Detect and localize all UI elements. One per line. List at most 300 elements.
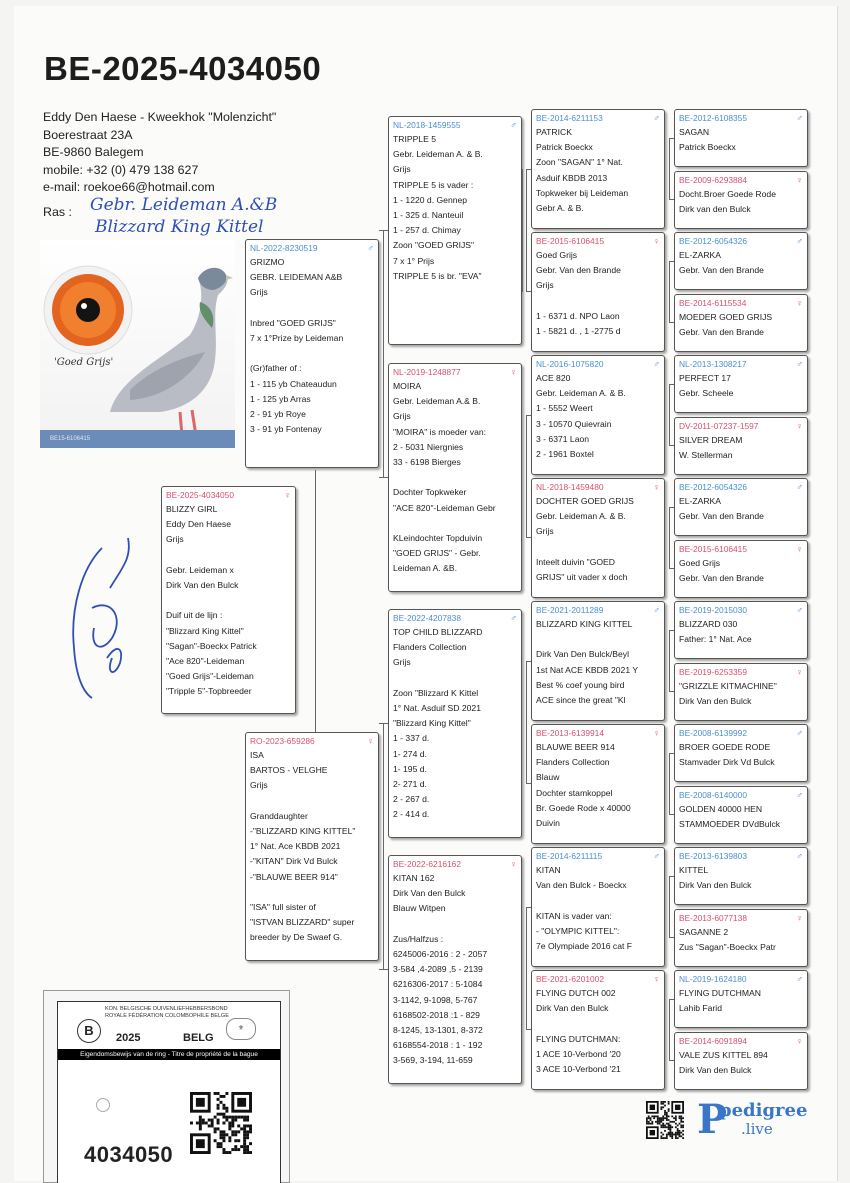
pigeon-info-line: Gebr. Van den Brande [679, 511, 764, 522]
pigeon-info-line: 3 ACE 10-Verbond '21 [536, 1064, 621, 1074]
ring-id: BE-2015-6106415 [679, 544, 747, 554]
pigeon-info-line: 1 ACE 10-Verbond '20 [536, 1048, 621, 1059]
ring-id: BE-2014-6211153 [536, 113, 603, 123]
connector [296, 472, 316, 732]
pigeon-name: Goed Grijs [679, 558, 721, 568]
pigeon-name: ACE 820 [536, 373, 571, 383]
pigeon-info-line: (Gr)father of : [250, 363, 302, 374]
pigeon-info-line: Zus "Sagan"-Boeckx Patr [679, 942, 776, 953]
pigeon-info-line: FLYING DUTCHMAN: [536, 1033, 621, 1044]
g9-card[interactable] [674, 601, 808, 659]
pigeon-info-line: Inteelt duivin "GOED [536, 556, 615, 567]
pigeon-info-line: Blauw [536, 772, 560, 783]
brand-name: pedigree [719, 1100, 808, 1121]
pigeon-name: MOEDER GOED GRIJS [679, 312, 773, 322]
male-symbol-icon: ♂ [796, 851, 803, 861]
owner-city: BE-9860 Balegem [43, 145, 144, 159]
ring-number [536, 112, 660, 124]
pigeon-info-line: KITAN is vader van: [536, 910, 612, 921]
owner-block [43, 109, 276, 197]
connector [669, 999, 674, 1061]
pigeon-name: BLAUWE BEER 914 [536, 742, 615, 752]
pigeon-info-line: 1 - 115 yb Chateaudun [250, 378, 337, 389]
pigeon-info-line: 3 - 6371 Laon [536, 433, 590, 444]
pigeon-info-line: "MOIRA" is moeder van: [393, 426, 487, 437]
g8-card[interactable] [674, 540, 808, 598]
pigeon-info-line: 3-569, 3-194, 11-659 [393, 1055, 473, 1066]
pigeon-info-line: 1 - 5552 Weert [536, 403, 593, 414]
pigeon-info-line: 1 - 6371 d. NPO Laon [536, 310, 620, 321]
connector [526, 907, 531, 1030]
pigeon-info-line: Van den Bulck - Boeckx [536, 880, 627, 891]
pigeon-info-line [393, 470, 517, 485]
pigeon-info-line: 3-584 ,4-2089 ,5 - 2139 [393, 964, 483, 975]
pigeon-info-line: Patrick Boeckx [536, 142, 593, 153]
ring-number [250, 242, 374, 254]
female-symbol-icon: ♀ [284, 490, 291, 500]
g15-card[interactable] [674, 970, 808, 1028]
ring-number [679, 235, 803, 247]
pigeon-info-line: 2 - 1961 Boxtel [536, 449, 594, 460]
ring-id: BE-2013-6139803 [679, 851, 747, 861]
g7-card[interactable] [674, 478, 808, 536]
pigeon-info-line: Flanders Collection [536, 757, 610, 768]
connector [315, 470, 316, 732]
pigeon-name: BROER GOEDE RODE [679, 742, 771, 752]
connector [669, 384, 674, 446]
ring-id: NL-2019-1248877 [393, 367, 461, 377]
ring-number [679, 666, 803, 678]
card-property-text: Eigendomsbewijs van de ring - Titre de propriété de la bague [58, 1049, 280, 1060]
pigeon-info-line: Eddy Den Haese [166, 519, 231, 530]
male-symbol-icon: ♂ [796, 113, 803, 123]
ring-number [679, 174, 803, 186]
ring-number [679, 481, 803, 493]
pigeon-info-line: "GOED GRIJS" - Gebr. [393, 548, 481, 559]
g10-card[interactable] [674, 663, 808, 721]
ring-number [536, 850, 660, 862]
photo-caption: 'Goed Grijs' [54, 357, 114, 368]
pigeon-info-line: 1 - 337 d. [393, 733, 430, 744]
pigeon-name: GOLDEN 40000 HEN [679, 804, 763, 814]
crest-icon: ⚜ [226, 1018, 256, 1040]
male-symbol-icon: ♂ [653, 113, 660, 123]
ring-id: BE-2021-6201002 [536, 974, 604, 984]
ring-number [250, 735, 374, 747]
connector [522, 169, 523, 292]
connector [383, 723, 384, 970]
ras-label: Ras : [43, 205, 72, 219]
sire-sire-card[interactable] [388, 116, 522, 345]
pigeon-illustration [40, 240, 235, 448]
pigeon-info-line: Grijs [250, 780, 268, 791]
pigeon-info-line [166, 548, 291, 563]
pigeon-info-line: Flanders Collection [393, 642, 467, 653]
male-symbol-icon: ♂ [796, 605, 803, 615]
pigeon-name: PERFECT 17 [679, 373, 731, 383]
pigeon-info-line: Gebr. Van den Brande [536, 265, 621, 276]
g2-card[interactable] [674, 171, 808, 229]
pigeon-info-line: Dirk Van den Bulck [679, 696, 752, 707]
g6-card[interactable] [674, 417, 808, 475]
dam-card[interactable] [245, 732, 379, 961]
g1-card[interactable] [674, 109, 808, 167]
pigeon-info-line: -"BLAUWE BEER 914" [250, 871, 338, 882]
pigeon-name: EL-ZARKA [679, 496, 722, 506]
photo-strip: BE15-6106415 [40, 430, 235, 448]
pigeon-info-line: Blauw Witpen [393, 903, 446, 914]
pigeon-info-line: Grijs [393, 411, 411, 422]
ring-id: BE-2012-6054326 [679, 482, 747, 492]
pigeon-name: SAGANNE 2 [679, 927, 729, 937]
g13-card[interactable] [674, 847, 808, 905]
owner-name: Eddy Den Haese - Kweekhok "Molenzicht" [43, 110, 277, 124]
female-symbol-icon: ♀ [796, 667, 803, 677]
ras-hand-line2: Blizzard King Kittel [95, 217, 264, 237]
ring-id: BE-2009-6293884 [679, 175, 747, 185]
ring-number [679, 358, 803, 370]
pigeon-info-line: Best % coef young bird [536, 679, 625, 690]
pigeon-info-line [536, 540, 660, 555]
ring-number [536, 358, 660, 370]
owner-email: e-mail: roekoe66@hotmail.com [43, 180, 215, 194]
pigeon-info-line: 2 - 91 yb Roye [250, 409, 306, 419]
pigeon-info-line: Gebr. Van den Brande [679, 327, 764, 338]
g11-card[interactable] [674, 724, 808, 782]
pigeon-name: KITAN 162 [393, 873, 435, 883]
pigeon-info-line: "ACE 820"-Leideman Gebr [393, 502, 496, 513]
g14-card[interactable] [674, 909, 808, 967]
pigeon-info-line: GEBR. LEIDEMAN A&B [250, 272, 343, 283]
pigeon-info-line: 6216306-2017 : 5-1084 [393, 979, 483, 990]
connector [669, 138, 674, 200]
female-symbol-icon: ♀ [653, 974, 660, 984]
ring-id: NL-2013-1308217 [679, 359, 747, 369]
connector [526, 661, 531, 784]
ring-certificate [43, 990, 290, 1183]
ring-id: NL-2022-8230519 [250, 243, 318, 253]
pigeon-name: SAGAN [679, 127, 710, 137]
card-hole [96, 1098, 110, 1112]
ring-id: BE-2022-4207838 [393, 613, 461, 623]
pigeon-info-line: "Goed Grijs"-Leideman [166, 671, 254, 682]
ring-number [679, 604, 803, 616]
pigeon-info-line: "ISTVAN BLIZZARD" super [250, 917, 355, 928]
pigeon-name: Docht.Broer Goede Rode [679, 189, 776, 199]
ring-id: NL-2016-1075820 [536, 359, 604, 369]
pigeon-info-line: BARTOS - VELGHE [250, 765, 328, 776]
ring-id: BE-2013-6077138 [679, 913, 747, 923]
male-symbol-icon: ♂ [653, 851, 660, 861]
ring-id: BE-2008-6139992 [679, 728, 747, 738]
pigeon-info-line: 3 - 10570 Quievrain [536, 418, 612, 429]
ras-hand-line1: Gebr. Leideman A.&B [90, 195, 278, 215]
female-symbol-icon: ♀ [510, 859, 517, 869]
ssd-card[interactable] [531, 232, 665, 352]
ring-id: BE-2008-6140000 [679, 790, 747, 800]
pigeon-name: ISA [250, 750, 264, 760]
pigeon-name: DOCHTER GOED GRIJS [536, 496, 634, 506]
male-symbol-icon: ♂ [796, 359, 803, 369]
female-symbol-icon: ♀ [653, 236, 660, 246]
dam-sire-card[interactable] [388, 609, 522, 838]
female-symbol-icon: ♀ [796, 913, 803, 923]
male-symbol-icon: ♂ [796, 974, 803, 984]
female-symbol-icon: ♀ [796, 298, 803, 308]
brand-letter: P [697, 1096, 728, 1143]
pigeon-name: BLIZZARD KING KITTEL [536, 619, 633, 629]
pigeon-name: BLIZZY GIRL [166, 504, 218, 514]
pigeon-info-line: Gebr. Leideman A.& B. [393, 396, 481, 407]
signature [62, 528, 142, 708]
male-symbol-icon: ♂ [653, 359, 660, 369]
pigeon-info-line: 1 - 1220 d. Gennep [393, 194, 468, 205]
ring-number [536, 727, 660, 739]
ring-id: BE-2014-6115534 [679, 298, 747, 308]
ring-id: RO-2023-659286 [250, 736, 315, 746]
connector [526, 415, 531, 538]
pigeon-info-line: GRIJS" uit vader x doch [536, 572, 628, 582]
ring-id: BE-2013-6139914 [536, 728, 604, 738]
pigeon-info-line: Dochter stamkoppel [536, 787, 613, 798]
pigeon-name: EL-ZARKA [679, 250, 722, 260]
ring-number [679, 912, 803, 924]
kbdb-logo: B [77, 1019, 101, 1043]
male-symbol-icon: ♂ [653, 605, 660, 615]
ring-number [393, 612, 517, 624]
subject-card[interactable] [161, 486, 296, 714]
pigeon-name: KITTEL [679, 865, 709, 875]
pigeon-info-line: Inbred "GOED GRIJS" [250, 317, 336, 328]
pigeon-info-line: 33 - 6198 Bierges [393, 457, 461, 468]
pigeon-info-line: Gebr. Van den Brande [679, 573, 764, 584]
pigeon-info-line: TRIPPLE 5 is br. "EVA" [393, 270, 482, 281]
page-title: BE-2025-4034050 [44, 50, 322, 87]
ring-id: BE-2022-6216162 [393, 859, 461, 869]
pigeon-info-line [250, 885, 374, 900]
pigeon-info-line: 1- 274 d. [393, 748, 427, 759]
connector [526, 169, 531, 292]
pigeon-info-line: ACE since the great "Kl [536, 695, 626, 705]
pigeon-name: Goed Grijs [536, 250, 578, 260]
pigeon-info-line [166, 593, 291, 608]
g4-card[interactable] [674, 294, 808, 352]
pigeon-info-line [536, 1016, 660, 1031]
pigeon-info-line: "Tripple 5"-Topbreeder [166, 686, 252, 697]
ring-number [679, 973, 803, 985]
female-symbol-icon: ♀ [796, 1036, 803, 1046]
pigeon-info-line: Zoon "GOED GRIJS" [393, 240, 475, 251]
federation-name: KON. BELGISCHE DUIVENLIEFHEBBERSBOND ROYALE FÉDÉRATION COLOMBOPHILE BELGE [105, 1006, 229, 1019]
pigeon-info-line [536, 632, 660, 647]
female-symbol-icon: ♀ [510, 367, 517, 377]
ring-id: BE-2014-6211115 [536, 851, 603, 861]
female-symbol-icon: ♀ [653, 482, 660, 492]
ras-handwriting [90, 194, 277, 238]
pigeon-info-line: W. Stellerman [679, 450, 733, 461]
ring-number [679, 543, 803, 555]
pigeon-name: GRIZMO [250, 257, 285, 267]
pigeon-info-line: breeder by De Swaef G. [250, 932, 343, 943]
pigeon-info-line: Dirk Van Den Bulck/Beyl [536, 649, 629, 660]
pigeon-name: "GRIZZLE KITMACHINE" [679, 681, 777, 691]
pigeon-name: TOP CHILD BLIZZARD [393, 627, 483, 637]
pigeon-info-line: TRIPPLE 5 is vader : [393, 179, 474, 190]
g3-card[interactable] [674, 232, 808, 290]
pigeon-info-line: 1° Nat. Ace KBDB 2021 [250, 841, 341, 852]
pigeon-name: KITAN [536, 865, 561, 875]
pigeon-name: FLYING DUTCHMAN [679, 988, 761, 998]
connector [669, 753, 674, 815]
pigeon-info-line: Topkweker bij Leideman [536, 187, 629, 198]
pigeon-info-line: Gebr. Leideman x [166, 564, 234, 575]
pigeon-name: MOIRA [393, 381, 422, 391]
pigeon-info-line: KLeindochter Topduivin [393, 533, 483, 543]
ring-number [166, 489, 291, 501]
g5-card[interactable] [674, 355, 808, 413]
pigeon-info-line: 3 - 91 yb Fontenay [250, 424, 322, 435]
ring-number [536, 604, 660, 616]
pigeon-info-line: STAMMOEDER DVdBulck [679, 819, 781, 830]
ring-number [679, 420, 803, 432]
pigeon-name: TRIPPLE 5 [393, 134, 436, 144]
ring-id: DV-2011-07237-1597 [679, 421, 759, 431]
qr-code-icon [190, 1092, 252, 1154]
pigeon-info-line: Br. Goede Rode x 40000 [536, 802, 631, 813]
female-symbol-icon: ♀ [653, 728, 660, 738]
pigeon-info-line: "Ace 820"-Leideman [166, 656, 245, 666]
owner-street: Boerestraat 23A [43, 127, 133, 142]
pigeon-info-line: 1st Nat ACE KBDB 2021 Y [536, 664, 639, 675]
ring-id: NL-2018-1459480 [536, 482, 604, 492]
ring-number [679, 789, 803, 801]
pigeon-info-line: Zus/Halfzus : [393, 933, 444, 944]
pigeon-info-line: 7 x 1°Prize by Leideman [250, 333, 344, 343]
pigeon-info-line: Gebr A. & B. [536, 203, 584, 214]
pigeon-info-line: Gebr. Leideman A. & B. [536, 388, 626, 399]
ring-number [536, 481, 660, 493]
ring-number [679, 1035, 803, 1047]
pigeon-info-line [250, 346, 374, 361]
ring-number [679, 297, 803, 309]
ring-id: NL-2019-1624180 [679, 974, 747, 984]
sire-card[interactable] [245, 239, 379, 468]
ring-number [536, 973, 660, 985]
dss-card[interactable] [531, 601, 665, 721]
sds-card[interactable] [531, 355, 665, 475]
ring-id: BE-2019-6253359 [679, 667, 747, 677]
ring-certificate-inner [57, 1001, 281, 1183]
male-symbol-icon: ♂ [796, 236, 803, 246]
pigeon-info-line: "ISA" full sister of [250, 902, 316, 912]
pigeon-info-line: 7e Olympiade 2016 cat F [536, 941, 633, 951]
pigeon-info-line [536, 294, 660, 309]
connector [383, 230, 384, 478]
female-symbol-icon: ♀ [796, 175, 803, 185]
male-symbol-icon: ♂ [796, 482, 803, 492]
g16-card[interactable] [674, 1032, 808, 1090]
ring-id: BE-2019-2015030 [679, 605, 747, 615]
pigeon-info-line: 1° Nat. Asduif SD 2021 [393, 703, 481, 713]
ring-number [679, 112, 803, 124]
pigeon-info-line: Dirk Van den Bulck [393, 888, 466, 899]
pigeon-info-line: Duivin [536, 818, 560, 829]
sss-card[interactable] [531, 109, 665, 229]
pigeon-info-line: 2 - 5031 Niergnies [393, 441, 464, 452]
pigeon-info-line: 2 - 414 d. [393, 809, 430, 820]
pigeon-info-line: -"KITAN" Dirk Vd Bulck [250, 856, 338, 867]
pigeon-info-line: 6245006-2016 : 2 - 2057 [393, 949, 488, 959]
pigeon-info-line: Dochter Topkweker [393, 487, 467, 498]
ring-id: BE-2015-6106415 [536, 236, 604, 246]
connector [669, 630, 674, 692]
pigeon-info-line: Patrick Boeckx [679, 142, 736, 153]
pigeon-info-line: Zoon "Blizzard K Kittel [393, 687, 479, 698]
pigeon-info-line: Grijs [536, 280, 554, 291]
sdd-card[interactable] [531, 478, 665, 598]
g12-card[interactable] [674, 786, 808, 844]
female-symbol-icon: ♀ [367, 736, 374, 746]
owner-mobile: mobile: +32 (0) 479 138 627 [43, 162, 199, 177]
pigeon-info-line [393, 917, 517, 932]
pigeon-info-line: 2- 271 d. [393, 779, 427, 790]
male-symbol-icon: ♂ [510, 120, 517, 130]
female-symbol-icon: ♀ [796, 421, 803, 431]
ring-number [536, 235, 660, 247]
pigeon-info-line: Granddaughter [250, 810, 308, 821]
ring-number: 4034050 [84, 1142, 174, 1167]
brand-tld: .live [741, 1120, 773, 1138]
pigeon-info-line: "Blizzard King Kittel" [393, 718, 471, 729]
pigeon-info-line: 7 x 1° Prijs [393, 255, 435, 266]
pigeon-info-line: 6168502-2018 :1 - 829 [393, 1009, 480, 1020]
pigeon-info-line: Dirk Van den Bulck [679, 880, 752, 891]
dsd-card[interactable] [531, 724, 665, 844]
female-symbol-icon: ♀ [796, 544, 803, 554]
pigeon-name: SILVER DREAM [679, 435, 743, 445]
pigeon-name: PATRICK [536, 127, 572, 137]
pigeon-info-line: Grijs [166, 534, 184, 545]
pigeon-name: VALE ZUS KITTEL 894 [679, 1050, 768, 1060]
dam-dam-card[interactable] [388, 855, 522, 1084]
pigeon-info-line [393, 671, 517, 686]
pigeon-info-line: Father: 1° Nat. Ace [679, 634, 752, 645]
brand-qr-code-icon [646, 1101, 684, 1139]
ring-number [393, 858, 517, 870]
pigeon-info-line: 1- 195 d. [393, 763, 427, 774]
connector [669, 507, 674, 569]
pigeon-photo [40, 240, 235, 448]
male-symbol-icon: ♂ [510, 613, 517, 623]
ring-id: BE-2014-6091894 [679, 1036, 747, 1046]
sire-dam-card[interactable] [388, 363, 522, 592]
pigeon-info-line: Lahib Farid [679, 1003, 722, 1014]
male-symbol-icon: ♂ [796, 790, 803, 800]
male-symbol-icon: ♂ [367, 243, 374, 253]
pigeon-name: BLIZZARD 030 [679, 619, 738, 629]
card-country: BELG [183, 1032, 214, 1044]
ring-id: BE-2012-6108355 [679, 113, 747, 123]
pigeon-name: FLYING DUTCH 002 [536, 988, 616, 998]
pigeon-info-line: Asduif KBDB 2013 [536, 172, 608, 183]
dds-card[interactable] [531, 847, 665, 967]
ring-id: BE-2021-2011289 [536, 605, 604, 615]
ddd-card[interactable] [531, 970, 665, 1090]
pigeon-info-line: Stamvader Dirk Vd Bulck [679, 757, 775, 768]
pigeon-info-line: Gebr. Leideman A. & B. [393, 149, 483, 160]
pigeon-info-line: Grijs [393, 657, 411, 668]
ring-number [679, 727, 803, 739]
